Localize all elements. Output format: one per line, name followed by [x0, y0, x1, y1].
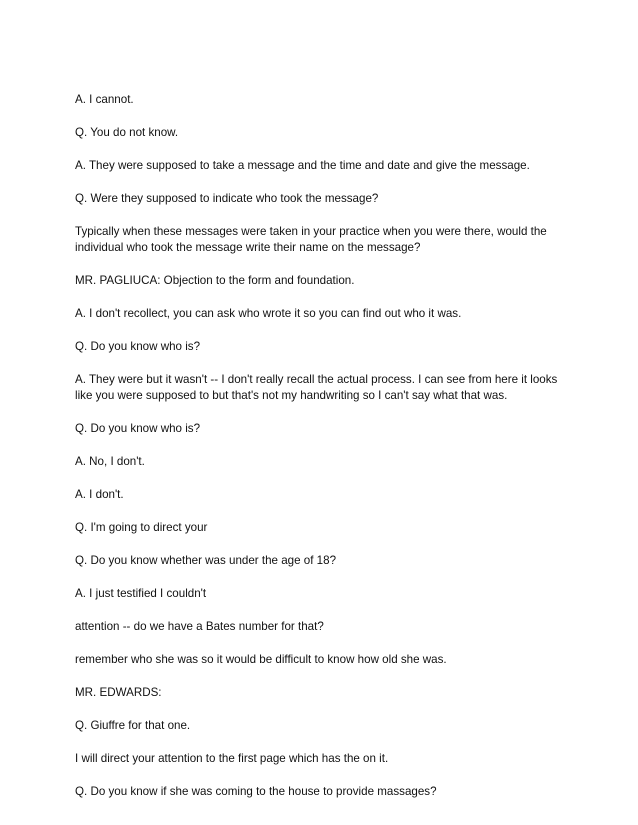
transcript-paragraph: A. No, I don't.	[75, 455, 145, 468]
transcript-paragraph: Typically when these messages were taken in your practice when you were there, would the individual who took the message write their name on the message?	[75, 225, 547, 254]
transcript-paragraph: A. They were but it wasn't -- I don't really recall the actual process. I can see from here it looks like you were supposed to but that's not my handwriting so I can't say what that was.	[75, 373, 558, 402]
transcript-paragraph: Q. You do not know.	[75, 126, 179, 139]
transcript-body	[75, 92, 565, 817]
transcript-paragraph: A. I don't.	[75, 488, 124, 501]
transcript-paragraph: MR. EDWARDS:	[75, 686, 162, 699]
transcript-paragraph: Q. I'm going to direct your	[75, 521, 208, 534]
transcript-paragraph: Q. Do you know who is?	[75, 340, 201, 353]
transcript-paragraph: Q. Do you know if she was coming to the house to provide massages?	[75, 785, 437, 798]
transcript-paragraph: A. I just testified I couldn't	[75, 587, 207, 600]
transcript-paragraph: A. I cannot.	[75, 93, 134, 106]
transcript-paragraph: A. I don't recollect, you can ask who wrote it so you can find out who it was.	[75, 307, 462, 320]
transcript-paragraph: Q. Do you know whether was under the age of 18?	[75, 554, 337, 567]
transcript-paragraph: Q. Giuffre for that one.	[75, 719, 191, 732]
transcript-paragraph: MR. PAGLIUCA: Objection to the form and foundation.	[75, 274, 355, 287]
transcript-paragraph: I will direct your attention to the first page which has the on it.	[75, 752, 389, 765]
transcript-paragraph: remember who she was so it would be difficult to know how old she was.	[75, 653, 447, 666]
transcript-paragraph: Q. Were they supposed to indicate who took the message?	[75, 192, 379, 205]
transcript-paragraph: Q. Do you know who is?	[75, 422, 201, 435]
transcript-paragraph: A. They were supposed to take a message and the time and date and give the message.	[75, 159, 530, 172]
transcript-paragraph: attention -- do we have a Bates number for that?	[75, 620, 324, 633]
